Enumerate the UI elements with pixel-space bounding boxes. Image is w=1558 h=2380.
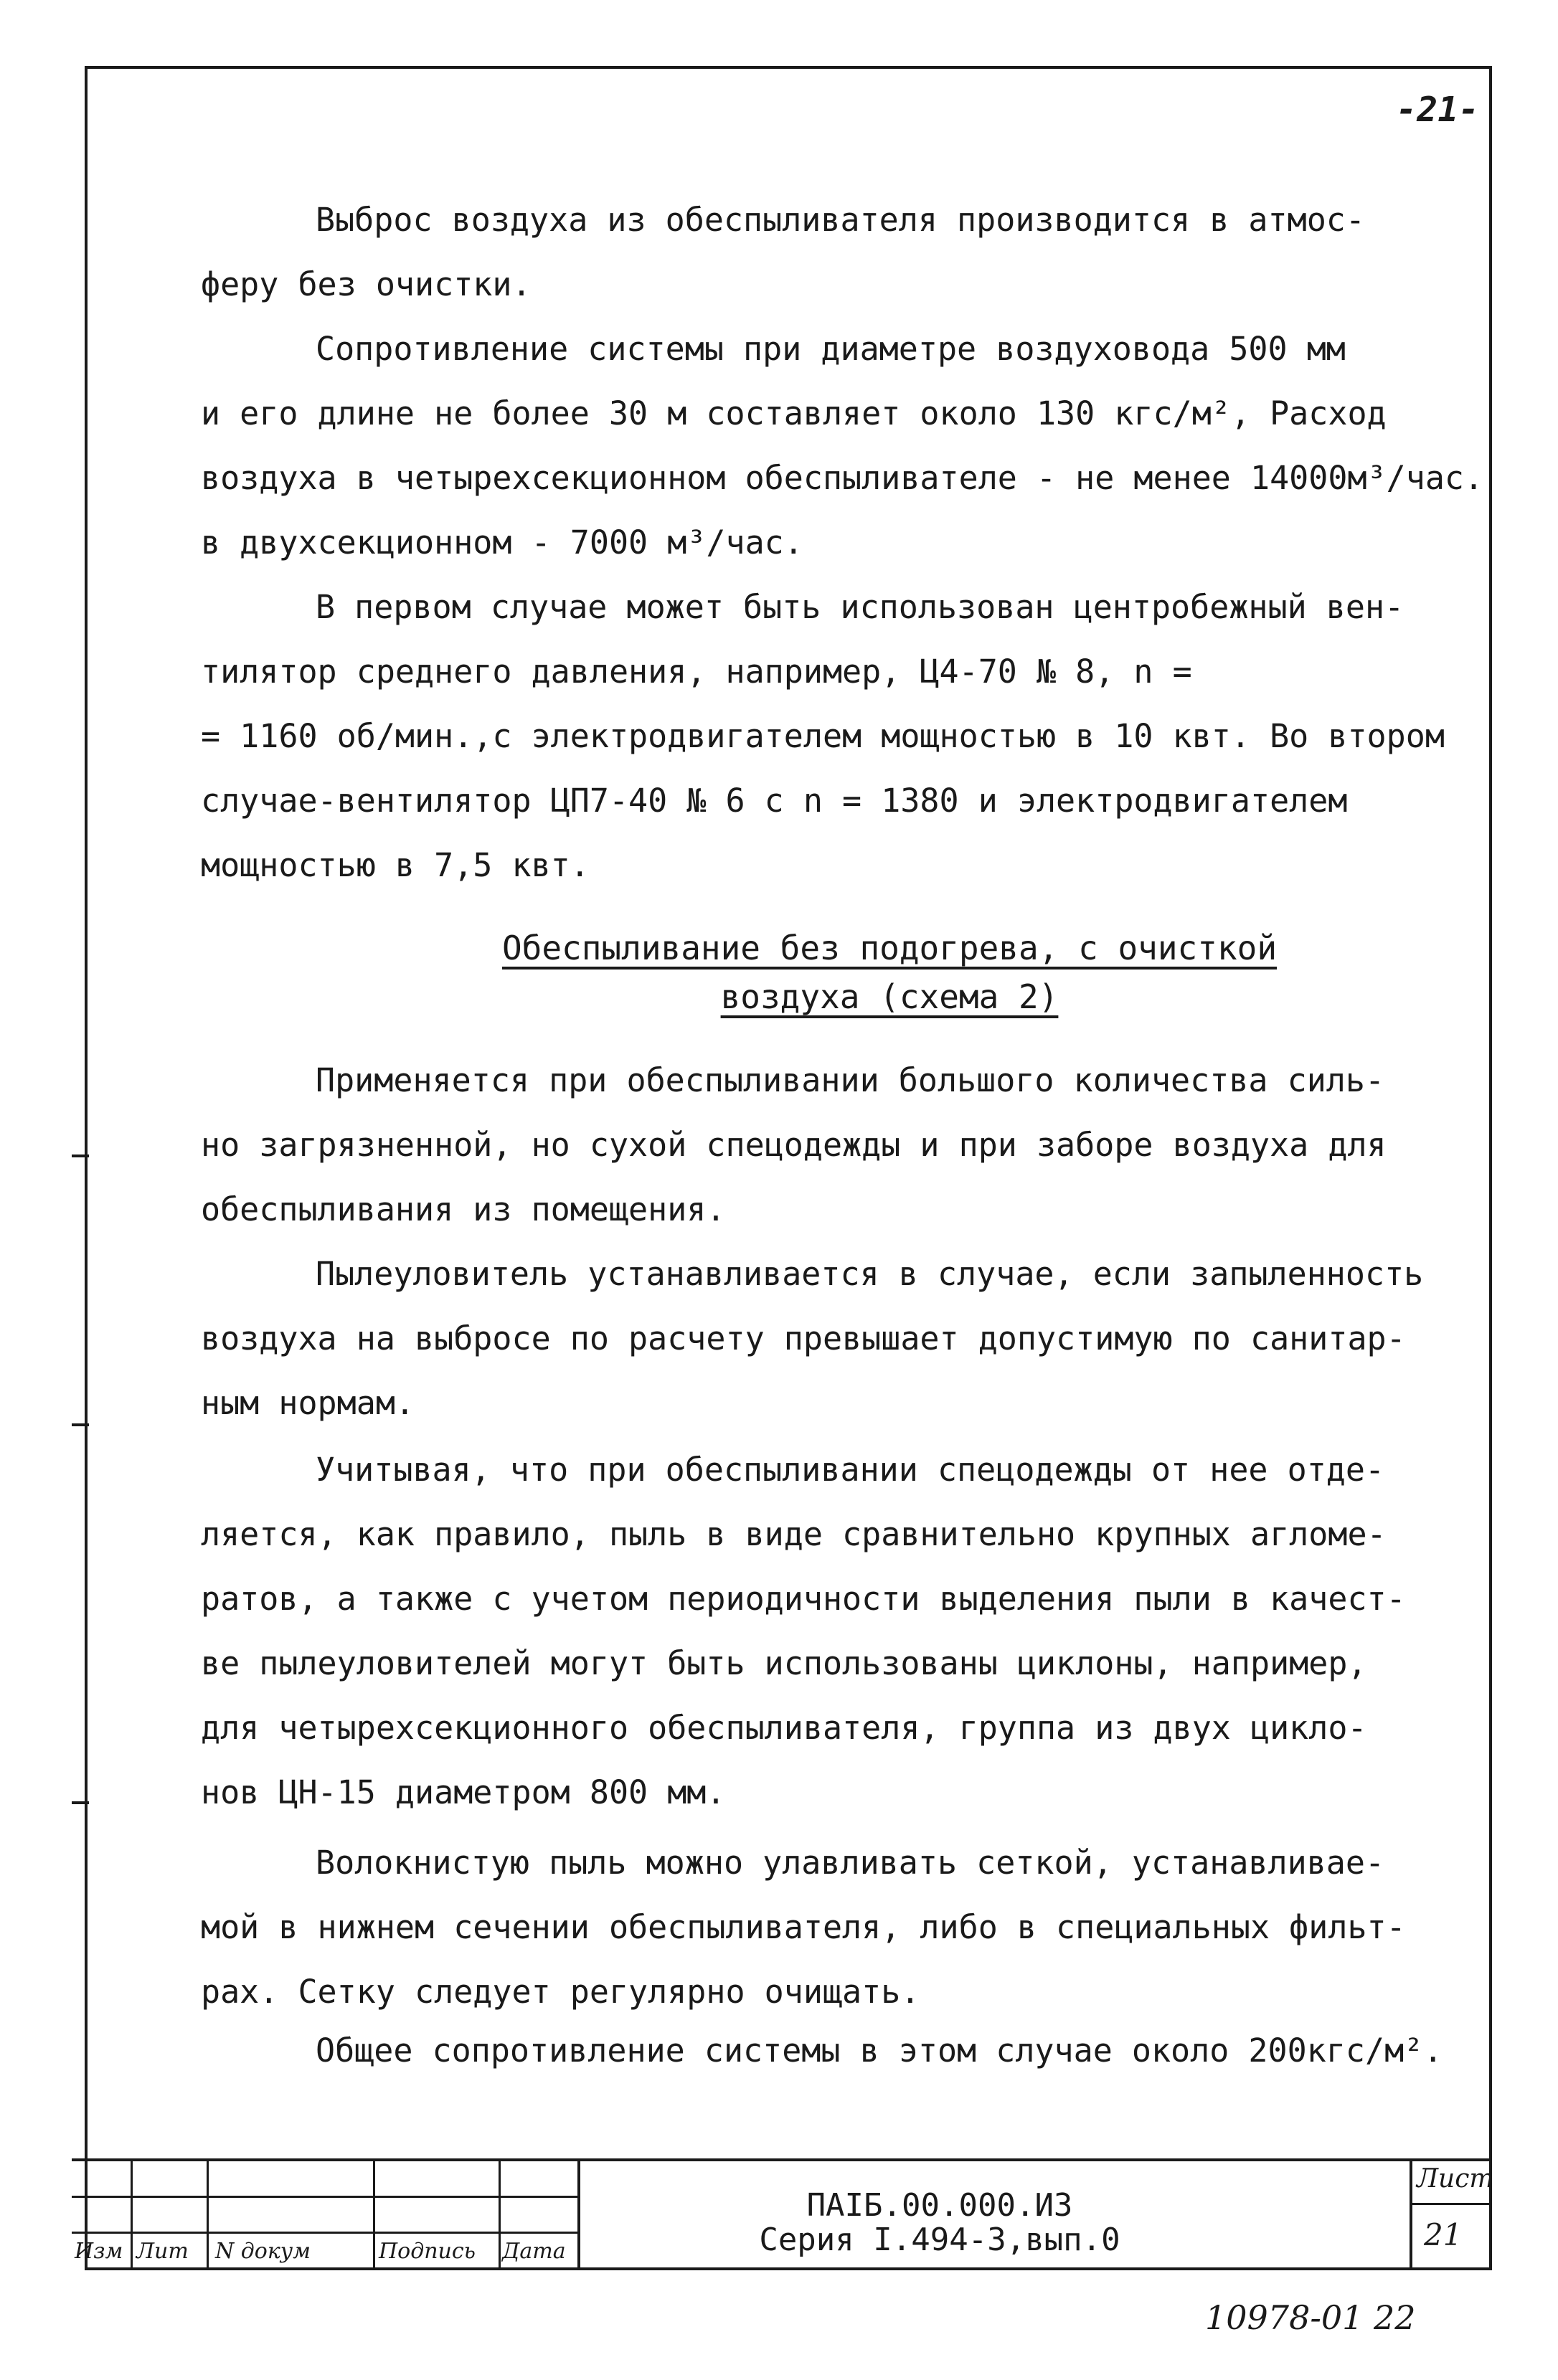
caption-izm: Изм (75, 2239, 123, 2264)
paragraph-total-resistance (316, 2019, 1558, 2083)
title-block-row-line (1410, 2203, 1491, 2205)
text-line: Волокнистую пыль можно улавливать сеткой, устанавливае- (316, 1844, 1385, 1882)
caption-date: Дата (502, 2239, 566, 2264)
text-line: Сопротивление системы при диаметре воздуховода 500 мм (316, 330, 1346, 368)
paragraph-system-resistance (201, 317, 1558, 575)
text-line: в двухсекционном - 7000 м³/час. (201, 523, 803, 561)
text-line: феру без очистки. (201, 265, 532, 303)
title-block-row-line (72, 2232, 577, 2234)
text-line: и его длине не более 30 м составляет около 130 кгс/м², Расход (201, 394, 1387, 432)
paragraph-dust-collector (201, 1242, 1558, 1436)
title-block-col-line (577, 2158, 580, 2270)
text-line: рах. Сетку следует регулярно очищать. (201, 1973, 920, 2011)
text-line: для четырехсекционного обеспыливателя, группа из двух цикло- (201, 1709, 1367, 1747)
text-line: но загрязненной, но сухой спецодежды и при заборе воздуха для (201, 1126, 1387, 1164)
text-line: ве пылеуловителей могут быть использованы циклоны, например, (201, 1644, 1367, 1682)
paragraph-cyclones (201, 1438, 1558, 1825)
doc-code: ПАIБ.00.000.ИЗ (806, 2187, 1073, 2224)
paragraph-fiber-dust (201, 1831, 1558, 2024)
title-block-col-line (499, 2158, 501, 2270)
text-line: Учитывая, что при обеспыливании спецодежды от нее отде- (316, 1451, 1385, 1489)
doc-series: Серия I.494-3,вып.0 (759, 2222, 1120, 2258)
sheet-label: Лист (1417, 2164, 1494, 2194)
title-block-border (72, 2158, 1491, 2161)
text-line: воздуха на выбросе по расчету превышает допустимую по санитар- (201, 1319, 1406, 1357)
text-line: ратов, а также с учетом периодичности выделения пыли в качест- (201, 1580, 1406, 1618)
sheet-number: 21 (1424, 2217, 1463, 2252)
margin-tick (72, 1423, 89, 1426)
text-line: Пылеуловитель устанавливается в случае, если запыленность (316, 1255, 1424, 1293)
caption-lit: Лит (136, 2239, 189, 2264)
caption-signature: Подпись (379, 2239, 476, 2264)
text-line: Выброс воздуха из обеспыливателя производится в атмос- (316, 201, 1365, 239)
text-line: Общее сопротивление системы в этом случае около 200кгс/м². (316, 2031, 1443, 2070)
paragraph-fan-choice (201, 575, 1558, 898)
text-line: воздуха в четырехсекционном обеспыливателе - не менее 14000м³/час. (201, 459, 1484, 497)
title-block-row-line (72, 2196, 577, 2198)
caption-doc-number: N докум (215, 2239, 311, 2264)
text-line: В первом случае может быть использован центробежный вен- (316, 588, 1404, 626)
heading-line: Обеспыливание без подогрева, с очисткой (501, 929, 1278, 967)
title-block-col-line (131, 2158, 133, 2270)
text-line: = 1160 об/мин.,с электродвигателем мощностью в 10 квт. Во втором (201, 717, 1445, 755)
text-line: ляется, как правило, пыль в виде сравнительно крупных агломе- (201, 1515, 1387, 1553)
paragraph-air-exhaust (201, 188, 1558, 317)
paragraph-applicability (201, 1048, 1558, 1242)
text-line: нов ЦН-15 диаметром 800 мм. (201, 1773, 726, 1811)
margin-tick (72, 1155, 89, 1157)
title-block-col-line (1410, 2158, 1412, 2270)
page-number: -21- (1396, 90, 1479, 130)
text-line: мой в нижнем сечении обеспыливателя, либо в специальных фильт- (201, 1908, 1406, 1946)
title-block-col-line (373, 2158, 375, 2270)
text-line: тилятор среднего давления, например, Ц4-70 № 8, n = (201, 653, 1192, 691)
title-block (0, 2158, 1558, 2285)
text-line: Применяется при обеспыливании большого количества силь- (316, 1061, 1385, 1099)
text-line: обеспыливания из помещения. (201, 1190, 726, 1228)
text-line: случае-вентилятор ЦП7-40 № 6 с n = 1380 и электродвигателем (201, 782, 1348, 820)
archive-number: 10978-01 22 (1205, 2298, 1416, 2337)
section-heading (430, 924, 1349, 1021)
margin-tick (72, 1801, 89, 1804)
heading-line: воздуха (схема 2) (720, 977, 1059, 1016)
text-line: мощностью в 7,5 квт. (201, 846, 590, 884)
text-line: ным нормам. (201, 1384, 415, 1422)
title-block-col-line (207, 2158, 209, 2270)
